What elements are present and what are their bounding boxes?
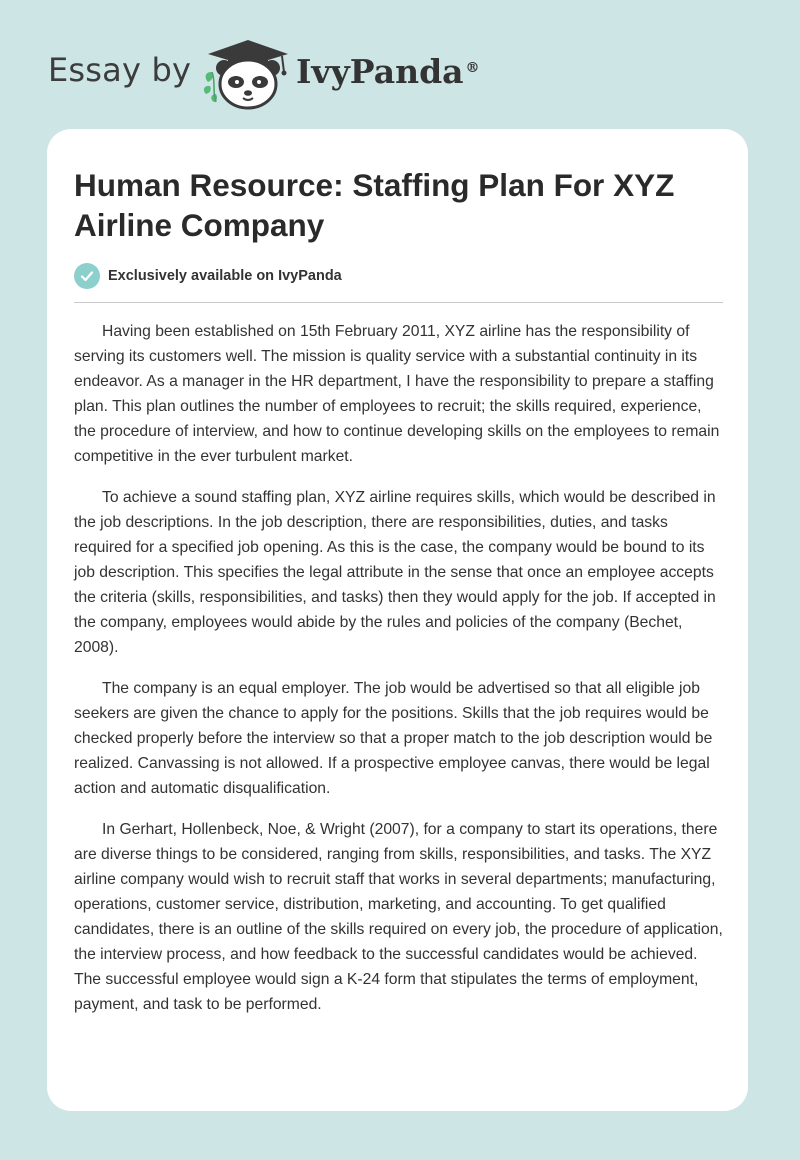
essay-body — [74, 319, 726, 1033]
paragraph: The company is an equal employer. The job would be advertised so that all eligible job seekers are given the chance to apply for the positions. Skills that the job requires would be checked properly before the interview so that a proper match to the job description would be realized. Canvassing is not allowed. If a prospective employee canvas, there would be legal action and automatic disqualification. — [74, 680, 713, 797]
site-header — [0, 0, 800, 120]
brand-name[interactable] — [296, 52, 480, 92]
panda-logo-icon[interactable] — [202, 38, 294, 110]
exclusive-badge — [74, 263, 342, 289]
exclusive-label: Exclusively available on IvyPanda — [108, 268, 342, 284]
check-circle-icon — [74, 263, 100, 289]
brand-text: IvyPanda — [296, 52, 464, 91]
registered-mark: ® — [465, 60, 480, 76]
title-divider — [74, 302, 723, 303]
paragraph: In Gerhart, Hollenbeck, Noe, & Wright (2007), for a company to start its operations, there are diverse things to be considered, ranging from skills, responsibilities, and tasks. The XYZ airline company would wish to recruit staff that works in several departments; manufacturing, operations, customer service, distribution, marketing, and accounting. To get qualified candidates, there is an outline of the skills required on every job, the procedure of application, the interview process, and how feedback to the successful candidates would be achieved. The successful employee would sign a K-24 form that stipulates the terms of employment, payment, and task to be performed. — [74, 821, 723, 1013]
check-mark-icon — [80, 269, 94, 283]
paragraph: Having been established on 15th February 2011, XYZ airline has the responsibility of serving its customers well. The mission is quality service with a substantial continuity in its endeavor. As a manager in the HR department, I have the responsibility to prepare a staffing plan. This plan outlines the number of employees to recruit; the skills required, experience, the procedure of interview, and how to continue developing skills on the employees to remain competitive in the ever turbulent market. — [74, 323, 720, 465]
essay-by-label: Essay by — [48, 51, 192, 89]
essay-title: Human Resource: Staffing Plan For XYZ Airline Company — [74, 167, 675, 243]
essay-card — [47, 129, 748, 1111]
paragraph: To achieve a sound staffing plan, XYZ airline requires skills, which would be described in the job descriptions. In the job description, there are responsibilities, duties, and tasks required for a specified job opening. As this is the case, the company would be bound to its job description. This specifies the legal attribute in the sense that once an employee accepts the criteria (skills, responsibilities, and tasks) then they would apply for the job. If accepted in the company, employees would abide by the rules and policies of the company (Bechet, 2008). — [74, 489, 716, 656]
